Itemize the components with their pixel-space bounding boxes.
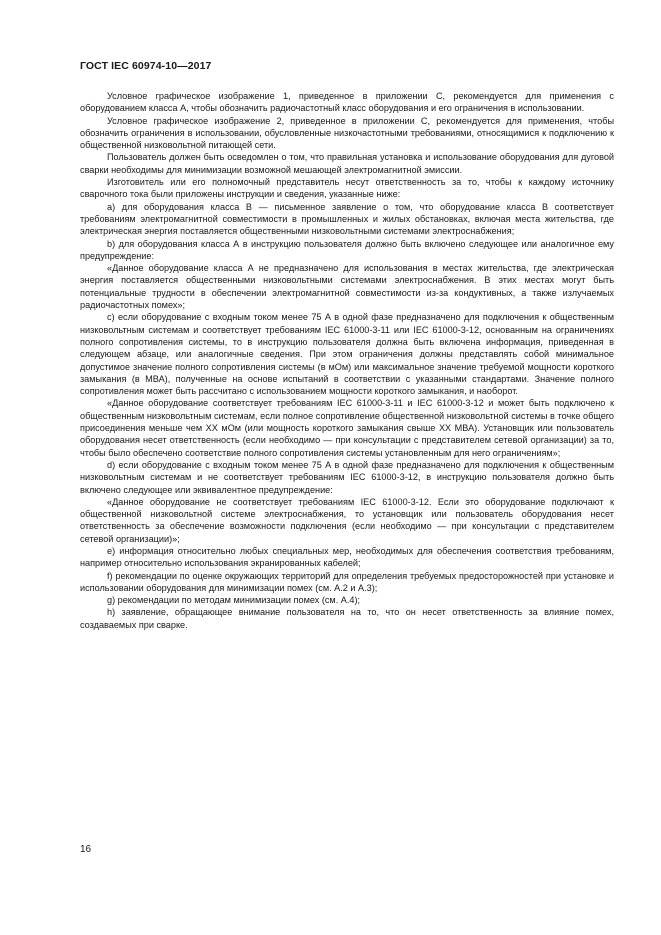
paragraph-symbol-2: Условное графическое изображение 2, приведенное в приложении С, рекомендуется для применения, чтобы обозначить ограничения в использовании, обусловленные низкочастотными требованиями, относящимися к подключению к общественной низковольтной питающей сети. xyxy=(80,115,614,151)
warning-quote-iec-61000-3-12: «Данное оборудование не соответствует требованиям IEC 61000-3-12. Если это оборудование подключают к общественной низковольтной системе электроснабжения, то установщик или пользователь оборудования несет ответственность за обеспечение возможности подключения (если необходимо — при консультации с представителем сетевой организации)»; xyxy=(80,496,614,544)
list-item-e: e) информация относительно любых специальных мер, необходимых для обеспечения соответствия требованиям, например относительно использования экранированных кабелей; xyxy=(80,545,614,569)
list-item-a: a) для оборудования класса В — письменное заявление о том, что оборудование класса В соответствует требованиям электромагнитной совместимости в промышленных и жилых обстановках, включая места жительства, где электрическая энергия поставляется общественными низковольтными системами электроснабжения; xyxy=(80,201,614,237)
paragraph-user-awareness: Пользователь должен быть осведомлен о том, что правильная установка и использование оборудования для дуговой сварки необходимы для минимизации возможной мешающей электромагнитной эмиссии. xyxy=(80,152,614,175)
list-item-f: f) рекомендации по оценке окружающих территорий для определения требуемых предосторожностей при установке и использовании оборудования для минимизации помех (см. А.2 и А.3); xyxy=(80,570,614,593)
document-header: ГОСТ IEC 60974-10—2017 xyxy=(80,60,212,72)
document-body xyxy=(80,90,614,631)
warning-quote-iec-61000-3-11: «Данное оборудование соответствует требованиям IEC 61000-3-11 и IEC 61000-3-12 и может быть подключено к общественным низковольтным системам, если полное сопротивление общественной низковольтной системы в точке общего присоединения меньше чем XX мОм (или мощность короткого замыкания свыше XX МВА). Установщик или пользователь оборудования несет ответственность (если необходимо — при консультации с представителем сетевой организации) за то, чтобы было обеспечено соответствие полного сопротивления системы установленным для него ограничениям»; xyxy=(80,398,614,458)
list-item-c: c) если оборудование с входным током менее 75 А в одной фазе предназначено для подключения к общественным низковольтным системам и соответствует требованиям IEC 61000-3-11 или IEC 61000-3-12, основанным на ограничениях полного сопротивления системы, то в инструкцию пользователя должна быть включена информация, приведенная в следующем абзаце, или аналогичные сведения. При этом ограничения должны представлять собой минимальное допустимое значение полного сопротивления системы (в мОм) или максимальное значение требуемой мощности короткого замыкания (в МВА), полученные на основе испытаний в соответствии с указанными стандартами. Значение полного сопротивления может быть рассчитано с использованием мощности короткого замыкания, и наоборот. xyxy=(80,312,614,397)
page-number: 16 xyxy=(80,844,92,855)
warning-quote-class-a: «Данное оборудование класса А не предназначено для использования в местах жительства, где электрическая энергия поставляется общественными низковольтными системами электроснабжения. В этих местах могут быть потенциальные трудности в обеспечении электромагнитной совместимости из-за кондуктивных, а также излучаемых радиочастотных помех»; xyxy=(80,263,614,311)
paragraph-manufacturer-responsibility: Изготовитель или его полномочный представитель несут ответственность за то, чтобы к каждому источнику сварочного тока были приложены инструкции и сведения, указанные ниже: xyxy=(80,177,614,200)
list-item-h: h) заявление, обращающее внимание пользователя на то, что он несет ответственность за влияние помех, создаваемых при сварке. xyxy=(80,607,614,630)
list-item-b: b) для оборудования класса А в инструкцию пользователя должно быть включено следующее или аналогичное ему предупреждение: xyxy=(80,238,614,261)
paragraph-symbol-1: Условное графическое изображение 1, приведенное в приложении С, рекомендуется для применения с оборудованием класса А, чтобы обозначить радиочастотный класс оборудования и его ограничения в использовании. xyxy=(80,91,614,114)
list-item-g: g) рекомендации по методам минимизации помех (см. А.4); xyxy=(107,595,361,606)
list-item-d: d) если оборудование с входным током менее 75 А в одной фазе предназначено для подключения к общественным низковольтным системам и не соответствует требованиям IEC 61000-3-12, в инструкцию пользователя должно быть включено следующее или эквивалентное предупреждение: xyxy=(80,459,614,495)
